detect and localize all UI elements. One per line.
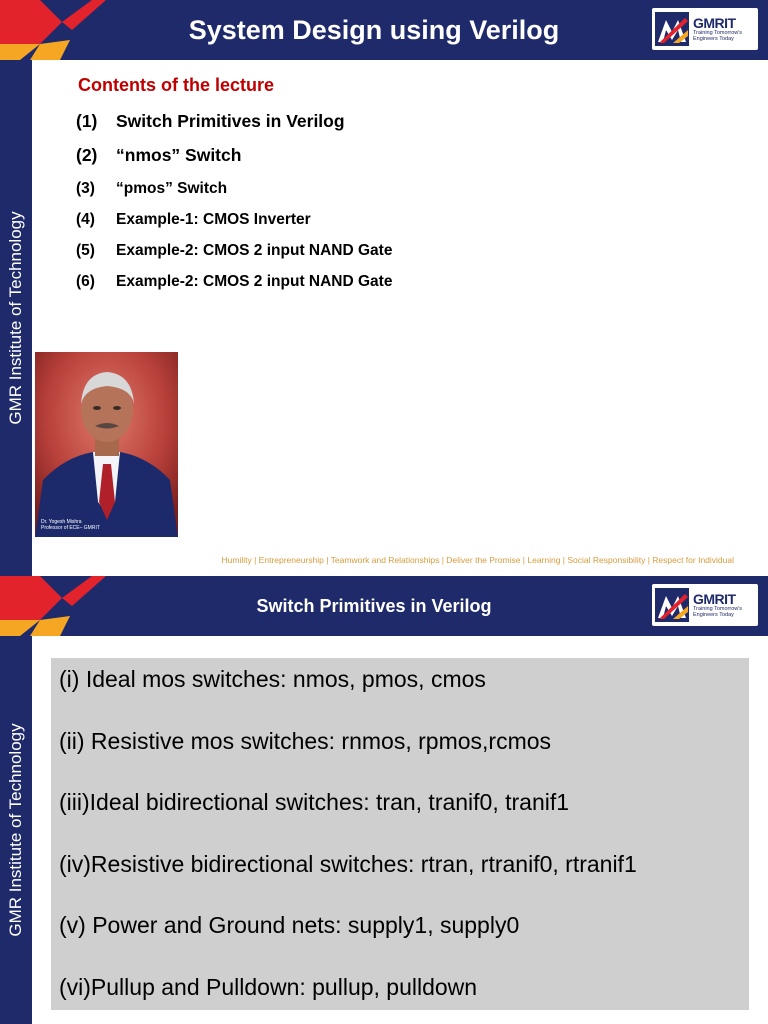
sidebar — [0, 636, 32, 1024]
list-item-text: Example-1: CMOS Inverter — [116, 211, 311, 228]
list-item-number: (3) — [76, 180, 95, 197]
list-item — [76, 174, 392, 205]
list-item-number: (2) — [76, 145, 98, 165]
institute-name: GMR Institute of Technology — [6, 211, 25, 425]
list-item-number: (1) — [76, 111, 98, 131]
gmrit-mark-icon — [655, 588, 689, 622]
institute-name: GMR Institute of Technology — [6, 723, 25, 937]
professor-photo — [35, 352, 178, 537]
slide-2 — [0, 576, 768, 1024]
list-item — [76, 236, 392, 267]
logo-tagline-2: Engineers Today — [693, 612, 734, 618]
list-item-number: (5) — [76, 242, 95, 259]
list-item — [76, 267, 392, 298]
gmrit-mark-icon — [655, 12, 689, 46]
logo-tagline-2: Engineers Today — [693, 36, 734, 42]
list-item — [76, 140, 392, 174]
photo-caption — [41, 519, 100, 531]
photo-caption-name: Dr. Yogesh Mishra — [41, 519, 82, 525]
logo-text — [693, 592, 742, 619]
gmrit-logo — [652, 584, 758, 626]
primitive-item: (i) Ideal mos switches: nmos, pmos, cmos — [59, 666, 486, 692]
logo-name: GMRIT — [693, 590, 736, 607]
list-item-text: “pmos” Switch — [116, 180, 228, 197]
logo-tagline-1: Training Tomorrow's — [693, 29, 743, 36]
list-item-text: Example-2: CMOS 2 input NAND Gate — [116, 273, 393, 290]
gmrit-logo — [652, 8, 758, 50]
contents-title: Contents of the lecture — [78, 75, 275, 95]
sidebar — [0, 60, 32, 576]
contents-list — [76, 106, 392, 298]
list-item-text: Switch Primitives in Verilog — [116, 111, 345, 131]
institute-values: Humility | Entrepreneurship | Teamwork and Relationships | Deliver the Promise | Learning | Social Responsibility | Respect for Individual — [221, 555, 734, 565]
list-item — [76, 205, 392, 236]
list-item-text: “nmos” Switch — [116, 145, 242, 165]
primitive-item: (iv)Resistive bidirectional switches: rtran, rtranif0, rtranif1 — [59, 850, 637, 877]
slide-title: Switch Primitives in Verilog — [256, 595, 492, 616]
list-item-number: (6) — [76, 273, 95, 290]
primitive-item: (ii) Resistive mos switches: rnmos, rpmos,rcmos — [59, 727, 552, 754]
primitive-item: (v) Power and Ground nets: supply1, supply0 — [59, 912, 520, 938]
list-item — [76, 106, 392, 140]
logo-text — [693, 16, 742, 43]
primitive-item: (vi)Pullup and Pulldown: pullup, pulldown — [59, 973, 478, 1000]
list-item-text: Example-2: CMOS 2 input NAND Gate — [116, 242, 393, 259]
logo-name: GMRIT — [693, 14, 736, 31]
logo-tagline-1: Training Tomorrow's — [693, 605, 743, 612]
photo-caption-role: Professor of ECE– GMRIT — [41, 525, 100, 531]
primitives-box — [51, 658, 749, 1010]
list-item-number: (4) — [76, 211, 95, 228]
slide-title: System Design using Verilog — [188, 14, 560, 45]
portrait-image — [35, 352, 178, 537]
primitive-item: (iii)Ideal bidirectional switches: tran, tranif0, tranif1 — [59, 789, 570, 815]
